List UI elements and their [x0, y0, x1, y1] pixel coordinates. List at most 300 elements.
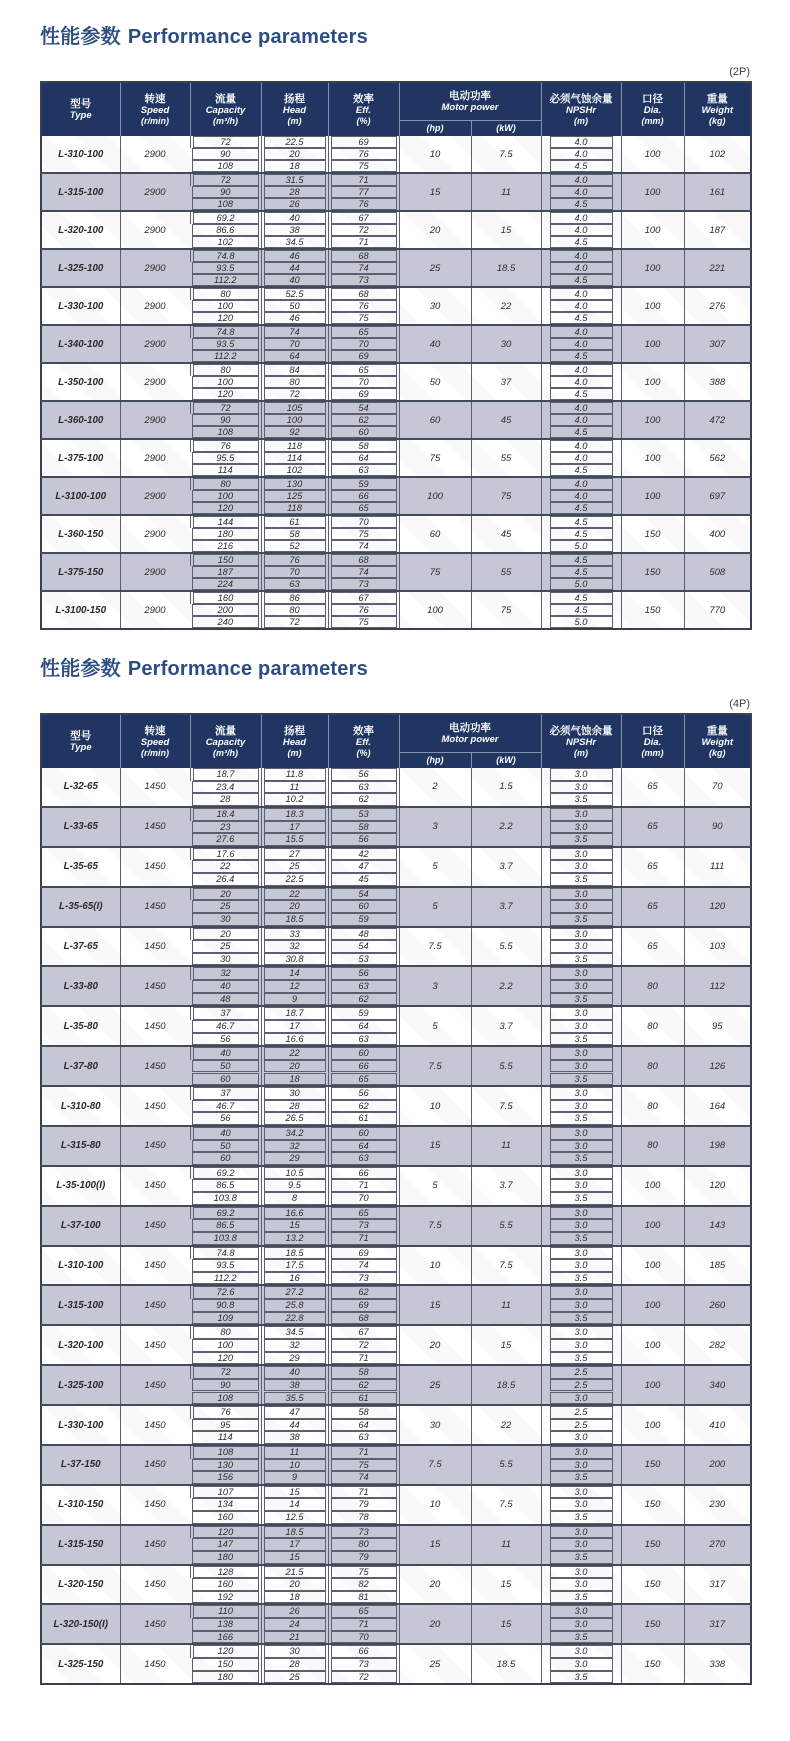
capacity-cell-value: 72 [193, 174, 259, 186]
eff-cell [328, 1591, 399, 1605]
head-cell-value: 29 [264, 1152, 326, 1165]
eff-cell [328, 452, 399, 464]
model-type-cell: L-375-150 [41, 553, 120, 591]
eff-cell [328, 604, 399, 616]
head-cell-value: 34.5 [264, 236, 326, 248]
speed-cell: 2900 [120, 325, 190, 363]
speed-cell: 1450 [120, 1604, 190, 1644]
weight-cell: 120 [684, 887, 751, 927]
eff-cell-value: 61 [331, 1112, 397, 1125]
capacity-cell-value: 102 [192, 236, 259, 248]
capacity-cell [190, 1152, 261, 1166]
eff-cell [328, 793, 399, 807]
motor-kw-cell: 75 [471, 477, 541, 515]
capacity-cell [190, 1459, 261, 1472]
capacity-cell-value: 156 [192, 1471, 259, 1484]
eff-cell-value: 76 [331, 300, 397, 312]
head-cell [261, 604, 328, 616]
npshr-cell [541, 860, 621, 873]
head-cell-value: 28 [264, 1658, 326, 1671]
motor-kw-cell: 5.5 [471, 927, 541, 967]
motor-hp-cell: 30 [399, 1405, 471, 1445]
npshr-cell-value: 4.0 [550, 288, 613, 300]
capacity-cell [190, 211, 261, 224]
eff-cell [328, 1352, 399, 1366]
speed-cell: 2900 [120, 515, 190, 553]
head-cell [261, 262, 328, 274]
head-cell-value: 32 [264, 1140, 326, 1153]
speed-cell: 2900 [120, 287, 190, 325]
motor-kw-cell: 11 [471, 1285, 541, 1325]
capacity-cell-value: 20 [193, 928, 259, 941]
weight-cell: 260 [684, 1285, 751, 1325]
npshr-cell [541, 1166, 621, 1180]
head-cell-value: 18.5 [264, 913, 326, 926]
eff-cell-value: 81 [331, 1591, 397, 1604]
motor-hp-cell: 20 [399, 1565, 471, 1605]
head-cell [261, 1445, 328, 1459]
eff-cell-value: 70 [331, 516, 397, 528]
npshr-cell-value: 4.5 [550, 426, 613, 438]
npshr-cell-value: 3.0 [550, 928, 613, 941]
capacity-cell [190, 578, 261, 591]
npshr-cell [541, 1431, 621, 1445]
eff-cell-value: 71 [331, 1618, 397, 1631]
motor-hp-cell: 10 [399, 1246, 471, 1286]
motor-kw-cell: 11 [471, 173, 541, 211]
speed-cell: 2900 [120, 591, 190, 629]
npshr-cell [541, 821, 621, 834]
eff-cell [328, 1086, 399, 1100]
head-cell [261, 439, 328, 452]
capacity-cell-value: 50 [192, 1140, 259, 1153]
capacity-cell [190, 1232, 261, 1246]
motor-hp-cell: 20 [399, 211, 471, 249]
npshr-cell [541, 940, 621, 953]
head-cell-value: 15 [264, 1486, 326, 1499]
npshr-cell [541, 173, 621, 186]
capacity-cell [190, 768, 261, 781]
eff-cell-value: 70 [331, 376, 397, 388]
eff-cell [328, 1419, 399, 1432]
eff-cell-value: 56 [331, 1087, 397, 1100]
npshr-cell-value: 3.0 [550, 1326, 613, 1339]
head-cell [261, 1259, 328, 1272]
capacity-cell-value: 80 [193, 1326, 259, 1339]
eff-cell-value: 70 [331, 1631, 397, 1644]
head-cell [261, 1392, 328, 1406]
eff-cell-value: 61 [331, 1392, 397, 1405]
head-cell-value: 25 [264, 1671, 326, 1684]
npshr-cell [541, 1325, 621, 1339]
npshr-cell [541, 1246, 621, 1260]
npshr-cell-value: 3.0 [550, 1498, 613, 1511]
capacity-cell-value: 108 [192, 1392, 259, 1405]
speed-cell: 1450 [120, 1445, 190, 1485]
head-cell [261, 186, 328, 198]
model-type-cell: L-32-65 [63, 781, 98, 793]
npshr-cell-value: 5.0 [550, 578, 613, 590]
npshr-cell-value: 4.5 [550, 160, 613, 172]
eff-cell [328, 1192, 399, 1206]
npshr-cell-value: 4.5 [550, 592, 613, 604]
eff-cell-value: 63 [331, 464, 397, 476]
eff-cell [328, 1445, 399, 1459]
head-cell [261, 1312, 328, 1326]
capacity-cell-value: 93.5 [192, 262, 259, 274]
capacity-cell [190, 300, 261, 312]
capacity-cell [190, 1033, 261, 1047]
eff-cell [328, 236, 399, 249]
npshr-cell [541, 198, 621, 211]
capacity-cell [190, 1060, 261, 1073]
head-cell [261, 1272, 328, 1286]
capacity-cell [190, 1379, 261, 1392]
npshr-cell [541, 604, 621, 616]
dia-cell: 100 [621, 1365, 684, 1405]
eff-cell [328, 173, 399, 186]
npshr-cell [541, 1126, 621, 1140]
eff-cell-value: 48 [331, 928, 397, 941]
motor-hp-cell: 7.5 [399, 1206, 471, 1246]
eff-cell [328, 821, 399, 834]
eff-cell [328, 578, 399, 591]
head-cell-value: 44 [264, 1419, 326, 1432]
eff-cell [328, 1219, 399, 1232]
capacity-cell-value: 110 [193, 1605, 259, 1618]
motor-hp-cell: 25 [399, 1644, 471, 1684]
head-cell-value: 11 [264, 781, 326, 794]
eff-cell [328, 1259, 399, 1272]
npshr-cell [541, 388, 621, 401]
head-cell [261, 1591, 328, 1605]
eff-cell-value: 63 [331, 1431, 397, 1444]
npshr-cell [541, 376, 621, 388]
eff-cell [328, 1671, 399, 1685]
capacity-cell-value: 112.2 [192, 350, 259, 362]
capacity-cell-value: 76 [193, 1406, 259, 1419]
eff-cell [328, 376, 399, 388]
npshr-cell [541, 1379, 621, 1392]
npshr-cell-value: 3.0 [550, 1392, 613, 1405]
motor-kw-cell: 15 [471, 1325, 541, 1365]
col-header-weight: 重量 Weight (kg) [684, 714, 751, 768]
capacity-cell-value: 200 [192, 604, 259, 616]
capacity-cell-value: 150 [192, 1658, 259, 1671]
capacity-cell-value: 93.5 [192, 338, 259, 350]
npshr-cell [541, 953, 621, 967]
speed-cell: 2900 [120, 477, 190, 515]
head-cell [261, 1232, 328, 1246]
npshr-cell [541, 1631, 621, 1645]
eff-cell [328, 1565, 399, 1579]
head-cell [261, 1073, 328, 1087]
capacity-cell-value: 72 [193, 136, 259, 148]
npshr-cell-value: 3.5 [550, 1671, 613, 1684]
npshr-cell-value: 3.5 [550, 1272, 613, 1285]
motor-hp-cell: 15 [399, 1525, 471, 1565]
head-cell [261, 363, 328, 376]
col-header-weight: 重量 Weight (kg) [684, 82, 751, 136]
head-cell-value: 20 [264, 148, 326, 160]
head-cell-value: 70 [264, 566, 326, 578]
table-body-2p [41, 136, 751, 629]
motor-hp-cell: 15 [399, 1126, 471, 1166]
capacity-cell [190, 198, 261, 211]
head-cell [261, 1405, 328, 1419]
head-cell-value: 80 [264, 604, 326, 616]
capacity-cell [190, 1352, 261, 1366]
eff-cell-value: 76 [331, 198, 397, 210]
npshr-cell [541, 363, 621, 376]
model-type-cell: L-33-80 [41, 966, 120, 1006]
capacity-cell [190, 604, 261, 616]
motor-hp-cell: 5 [399, 847, 471, 887]
eff-cell-value: 69 [331, 350, 397, 362]
motor-kw-cell: 15 [471, 211, 541, 249]
eff-cell [328, 414, 399, 426]
eff-cell [328, 540, 399, 553]
capacity-cell [190, 1140, 261, 1153]
col-header-eff: 效率 Eff. (%) [328, 714, 399, 768]
dia-cell: 100 [621, 136, 684, 173]
eff-cell [328, 1299, 399, 1312]
eff-cell [328, 1511, 399, 1525]
npshr-cell-value: 3.0 [550, 1459, 613, 1472]
weight-cell: 317 [684, 1604, 751, 1644]
eff-cell [328, 927, 399, 941]
capacity-cell-value: 108 [192, 426, 259, 438]
eff-cell [328, 1166, 399, 1180]
npshr-cell [541, 1086, 621, 1100]
motor-hp-cell: 30 [399, 287, 471, 325]
capacity-cell-value: 120 [192, 1352, 259, 1365]
head-cell [261, 1631, 328, 1645]
motor-kw-cell: 7.5 [471, 1086, 541, 1126]
npshr-cell [541, 274, 621, 287]
motor-kw-cell: 3.7 [471, 887, 541, 927]
capacity-cell [190, 1631, 261, 1645]
capacity-cell [190, 1551, 261, 1565]
capacity-cell [190, 1658, 261, 1671]
head-cell-value: 17 [264, 1020, 326, 1033]
weight-cell: 770 [684, 591, 751, 629]
weight-cell: 111 [684, 847, 751, 887]
eff-cell-value: 58 [331, 440, 397, 452]
head-cell-value: 52.5 [264, 288, 326, 300]
capacity-cell [190, 148, 261, 160]
col-header-capacity: 流量 Capacity (m³/h) [190, 82, 261, 136]
head-cell-value: 35.5 [264, 1392, 326, 1405]
capacity-cell-value: 90 [192, 148, 259, 160]
head-cell-value: 33 [264, 928, 326, 941]
eff-cell-value: 71 [331, 236, 397, 248]
npshr-cell-value: 3.5 [550, 1631, 613, 1644]
eff-cell [328, 807, 399, 821]
capacity-cell [190, 847, 261, 861]
model-type-cell: L-35-65(I) [41, 887, 120, 927]
npshr-cell [541, 528, 621, 540]
eff-cell-value: 66 [331, 1060, 397, 1073]
eff-cell-value: 56 [331, 833, 397, 846]
capacity-cell [190, 1246, 261, 1260]
capacity-cell [190, 1565, 261, 1579]
npshr-cell [541, 1299, 621, 1312]
npshr-cell-value: 3.5 [550, 1232, 613, 1245]
capacity-cell-value: 130 [192, 1459, 259, 1472]
npshr-cell [541, 887, 621, 901]
eff-cell [328, 1365, 399, 1379]
head-cell [261, 1551, 328, 1565]
dia-cell: 100 [621, 1166, 684, 1206]
npshr-cell-value: 3.0 [550, 1020, 613, 1033]
eff-cell-value: 73 [331, 1219, 397, 1232]
head-cell-value: 14 [264, 967, 326, 980]
capacity-cell [190, 1285, 261, 1299]
capacity-cell [190, 940, 261, 953]
capacity-cell [190, 312, 261, 325]
eff-cell-value: 75 [331, 312, 397, 324]
npshr-cell [541, 873, 621, 887]
eff-cell-value: 65 [331, 1207, 397, 1220]
npshr-cell-value: 4.5 [550, 554, 613, 566]
capacity-cell-value: 90.8 [192, 1299, 259, 1312]
col-header-kw: (kW) [471, 120, 541, 136]
eff-cell-value: 71 [331, 1232, 397, 1245]
npshr-cell [541, 300, 621, 312]
npshr-cell [541, 566, 621, 578]
npshr-cell [541, 1219, 621, 1232]
eff-cell-value: 62 [331, 414, 397, 426]
head-cell-value: 47 [264, 1406, 326, 1419]
npshr-cell-value: 3.5 [550, 1591, 613, 1604]
speed-cell: 2900 [120, 553, 190, 591]
capacity-cell [190, 1405, 261, 1419]
motor-kw-cell: 5.5 [471, 1206, 541, 1246]
head-cell-value: 125 [264, 490, 326, 502]
npshr-cell-value: 3.0 [550, 1566, 613, 1579]
eff-cell [328, 1498, 399, 1511]
npshr-cell-value: 3.0 [550, 967, 613, 980]
npshr-cell-value: 4.0 [550, 174, 613, 186]
eff-cell [328, 1325, 399, 1339]
npshr-cell [541, 1112, 621, 1126]
capacity-cell-value: 74.8 [193, 1247, 259, 1260]
head-cell [261, 821, 328, 834]
table-header-2 [41, 714, 751, 768]
eff-cell-value: 67 [331, 212, 397, 224]
eff-cell-value: 70 [331, 338, 397, 350]
weight-cell: 187 [684, 211, 751, 249]
model-type-cell: L-35-65 [41, 847, 120, 887]
capacity-cell [190, 1485, 261, 1499]
head-cell-value: 10.5 [264, 1167, 326, 1180]
capacity-cell-value: 17.6 [193, 848, 259, 861]
model-type-cell: L-360-100 [41, 401, 120, 439]
npshr-cell-value: 3.5 [550, 793, 613, 806]
head-cell [261, 1459, 328, 1472]
eff-cell [328, 1525, 399, 1539]
capacity-cell [190, 464, 261, 477]
capacity-cell-value: 120 [192, 388, 259, 400]
head-cell-value: 70 [264, 338, 326, 350]
motor-kw-cell: 18.5 [471, 1644, 541, 1684]
head-cell [261, 1020, 328, 1033]
head-cell [261, 1365, 328, 1379]
head-cell [261, 1471, 328, 1485]
capacity-cell-value: 32 [193, 967, 259, 980]
eff-cell-value: 45 [331, 873, 397, 886]
model-type-cell: L-320-100 [41, 1325, 120, 1365]
motor-hp-cell: 10 [399, 1485, 471, 1525]
dia-cell: 80 [621, 966, 684, 1006]
eff-cell [328, 1431, 399, 1445]
speed-cell: 1450 [120, 807, 190, 847]
eff-cell [328, 1459, 399, 1472]
dia-cell: 100 [621, 1405, 684, 1445]
capacity-cell [190, 490, 261, 502]
eff-cell [328, 1020, 399, 1033]
motor-kw-cell: 37 [471, 363, 541, 401]
npshr-cell-value: 3.0 [550, 900, 613, 913]
col-header-dia: 口径 Dia. (mm) [621, 714, 684, 768]
capacity-cell [190, 249, 261, 262]
speed-cell: 1450 [120, 1285, 190, 1325]
model-type-cell: L-35-80 [41, 1006, 120, 1046]
eff-cell [328, 224, 399, 236]
motor-kw-cell: 15 [471, 1604, 541, 1644]
capacity-cell [190, 1538, 261, 1551]
eff-cell-value: 65 [331, 1605, 397, 1618]
npshr-cell [541, 211, 621, 224]
capacity-cell-value: 50 [192, 1060, 259, 1073]
capacity-cell-value: 37 [193, 1007, 259, 1020]
head-cell [261, 388, 328, 401]
page-title-zh: 性能参数 [40, 26, 121, 48]
head-cell [261, 1658, 328, 1671]
npshr-cell [541, 325, 621, 338]
head-cell [261, 1339, 328, 1352]
head-cell [261, 1033, 328, 1047]
motor-hp-cell: 3 [399, 807, 471, 847]
eff-cell [328, 860, 399, 873]
dia-cell: 150 [621, 1565, 684, 1605]
eff-cell-value: 71 [331, 174, 397, 186]
head-cell [261, 1046, 328, 1060]
head-cell [261, 1192, 328, 1206]
dia-cell: 65 [621, 927, 684, 967]
weight-cell: 90 [684, 807, 751, 847]
npshr-cell [541, 160, 621, 173]
head-cell-value: 21.5 [264, 1566, 326, 1579]
eff-cell-value: 79 [331, 1498, 397, 1511]
eff-cell [328, 1206, 399, 1220]
eff-cell [328, 1006, 399, 1020]
motor-hp-cell: 7.5 [399, 1445, 471, 1485]
speed-cell: 1450 [120, 1405, 190, 1445]
capacity-cell-value: 120 [193, 1526, 259, 1539]
capacity-cell-value: 93.5 [192, 1259, 259, 1272]
weight-cell: 388 [684, 363, 751, 401]
eff-cell [328, 1379, 399, 1392]
npshr-cell [541, 807, 621, 821]
motor-hp-cell: 5 [399, 1006, 471, 1046]
eff-cell [328, 1631, 399, 1645]
npshr-cell-value: 3.0 [550, 768, 613, 781]
motor-kw-cell: 3.7 [471, 1006, 541, 1046]
head-cell [261, 350, 328, 363]
weight-cell: 70 [684, 768, 751, 807]
